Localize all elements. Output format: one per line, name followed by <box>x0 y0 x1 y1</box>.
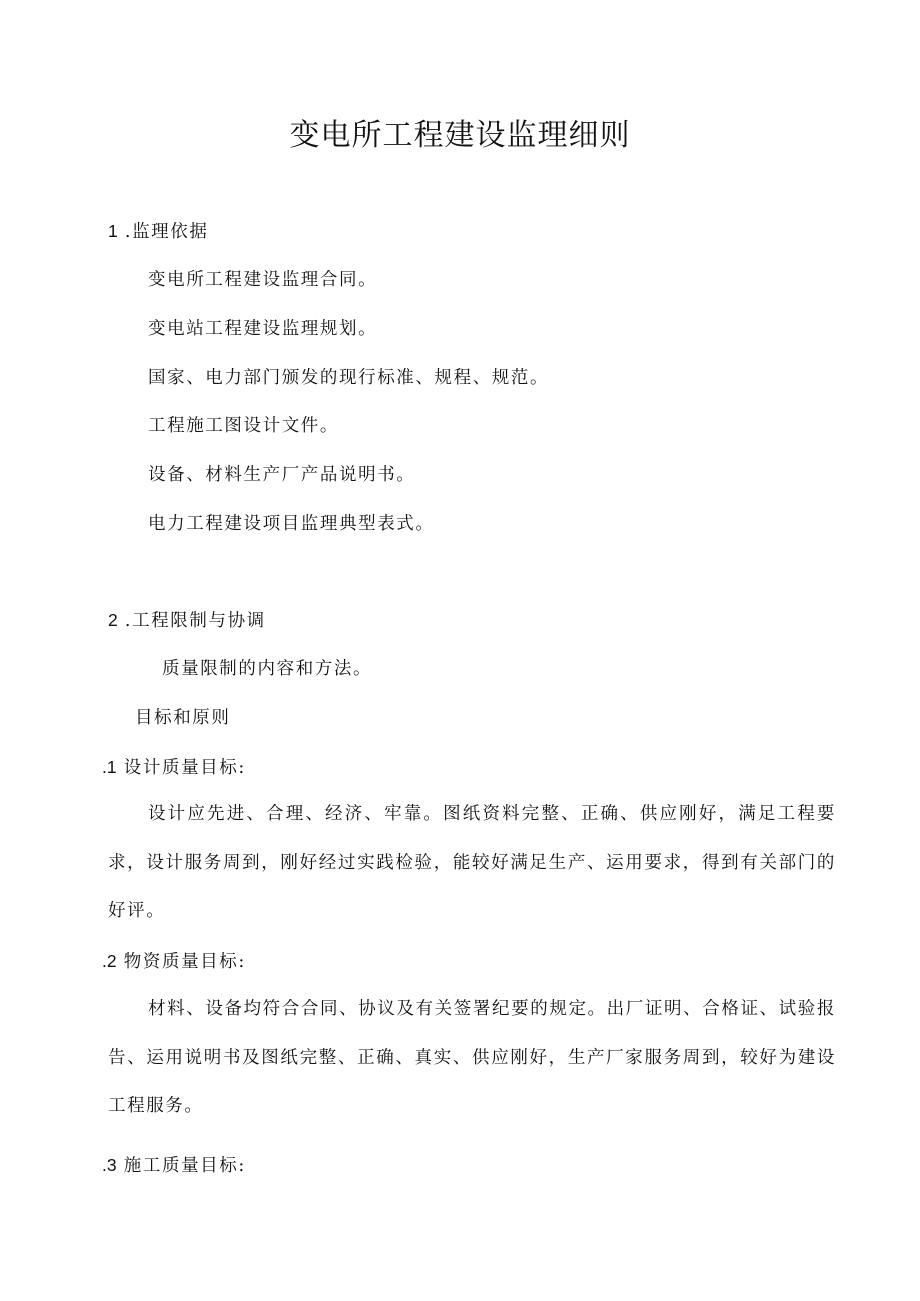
section-2-intro: 质量限制的内容和方法。 <box>162 659 373 679</box>
subsection-2-title: 物资质量目标: <box>123 952 246 972</box>
subsection-2-body: 材料、设备均符合合同、协议及有关签署纪要的规定。出厂证明、合格证、试验报告、运用说明书及图纸完整、正确、真实、供应刚好，生产厂家服务周到，较好为建设工程服务。 <box>108 999 836 1116</box>
subsection-3-title: 施工质量目标: <box>123 1156 246 1176</box>
basis-item-2: 变电站工程建设监理规划。 <box>148 319 378 339</box>
subsection-3-number: .3 <box>102 1155 117 1175</box>
section-2-title: .工程限制与协调 <box>124 611 266 631</box>
subsection-2-number: .2 <box>102 951 117 971</box>
subsection-1-heading <box>102 755 246 780</box>
subsection-3-heading <box>102 1153 246 1178</box>
document-title: 变电所工程建设监理细则 <box>289 118 631 153</box>
section-1-number: 1 <box>108 221 118 241</box>
basis-item-6: 电力工程建设项目监理典型表式。 <box>148 514 435 534</box>
subsection-2-heading <box>102 949 246 974</box>
basis-item-4: 工程施工图设计文件。 <box>148 416 339 436</box>
basis-item-3: 国家、电力部门颁发的现行标准、规程、规范。 <box>148 368 550 388</box>
subsection-1-body: 设计应先进、合理、经济、牢靠。图纸资料完整、正确、供应刚好，满足工程要求，设计服务周到，刚好经过实践检验，能较好满足生产、运用要求，得到有关部门的好评。 <box>108 804 836 921</box>
section-2-heading <box>108 608 266 633</box>
subsection-1-number: .1 <box>102 757 117 777</box>
subsection-1-title: 设计质量目标: <box>123 758 246 778</box>
section-2-subheading: 目标和原则 <box>135 708 231 728</box>
section-1-heading <box>108 219 208 244</box>
basis-item-5: 设备、材料生产厂产品说明书。 <box>148 465 416 485</box>
basis-item-1: 变电所工程建设监理合同。 <box>148 270 378 290</box>
section-2-number: 2 <box>108 610 118 630</box>
section-1-title: .监理依据 <box>124 222 209 242</box>
